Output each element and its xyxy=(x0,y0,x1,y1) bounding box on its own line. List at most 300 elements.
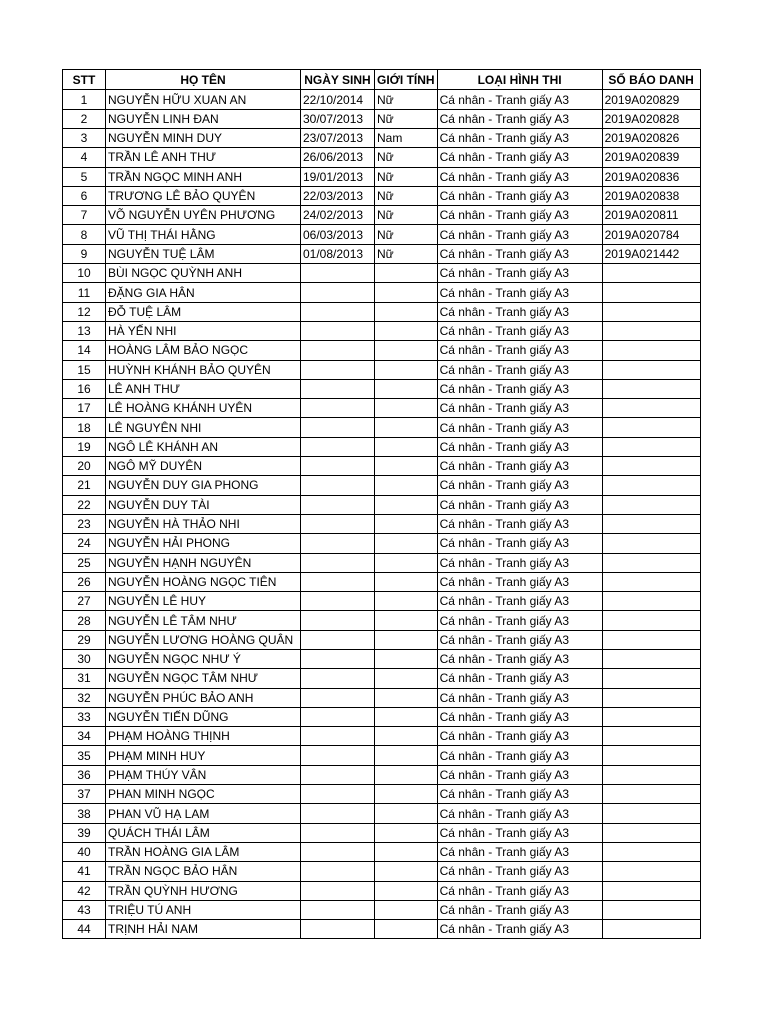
cell-name: NGÔ MỸ DUYÊN xyxy=(106,457,301,476)
cell-dob xyxy=(301,727,375,746)
cell-type: Cá nhân - Tranh giấy A3 xyxy=(437,707,602,726)
cell-candidate-number: 2019A020829 xyxy=(602,90,700,109)
cell-name: NGÔ LÊ KHÁNH AN xyxy=(106,437,301,456)
cell-candidate-number: 2019A020811 xyxy=(602,206,700,225)
cell-name: ĐỖ TUỆ LÂM xyxy=(106,302,301,321)
cell-gender: Nữ xyxy=(375,186,438,205)
cell-name: LÊ HOÀNG KHÁNH UYÊN xyxy=(106,399,301,418)
cell-dob: 23/07/2013 xyxy=(301,128,375,147)
table-row xyxy=(63,823,701,842)
table-row xyxy=(63,669,701,688)
cell-stt: 41 xyxy=(63,862,106,881)
cell-stt: 43 xyxy=(63,900,106,919)
cell-type: Cá nhân - Tranh giấy A3 xyxy=(437,727,602,746)
cell-stt: 31 xyxy=(63,669,106,688)
cell-candidate-number xyxy=(602,321,700,340)
cell-name: NGUYỄN HẠNH NGUYÊN xyxy=(106,553,301,572)
cell-name: VÕ NGUYỄN UYÊN PHƯƠNG xyxy=(106,206,301,225)
cell-candidate-number xyxy=(602,804,700,823)
cell-stt: 44 xyxy=(63,920,106,939)
cell-stt: 6 xyxy=(63,186,106,205)
table-row xyxy=(63,360,701,379)
table-row xyxy=(63,630,701,649)
cell-name: NGUYỄN NGỌC TÂM NHƯ xyxy=(106,669,301,688)
table-row xyxy=(63,148,701,167)
cell-name: NGUYỄN LƯƠNG HOÀNG QUÂN xyxy=(106,630,301,649)
cell-type: Cá nhân - Tranh giấy A3 xyxy=(437,186,602,205)
cell-gender xyxy=(375,823,438,842)
cell-candidate-number xyxy=(602,592,700,611)
table-row xyxy=(63,611,701,630)
cell-name: LÊ NGUYÊN NHI xyxy=(106,418,301,437)
cell-name: NGUYỄN HẢI PHONG xyxy=(106,534,301,553)
table-row xyxy=(63,862,701,881)
table-row xyxy=(63,264,701,283)
cell-stt: 8 xyxy=(63,225,106,244)
cell-candidate-number: 2019A020836 xyxy=(602,167,700,186)
cell-gender xyxy=(375,881,438,900)
cell-candidate-number xyxy=(602,650,700,669)
cell-gender xyxy=(375,804,438,823)
cell-dob: 01/08/2013 xyxy=(301,244,375,263)
cell-name: TRẦN LÊ ANH THƯ xyxy=(106,148,301,167)
cell-name: NGUYỄN NGỌC NHƯ Ý xyxy=(106,650,301,669)
cell-candidate-number: 2019A020826 xyxy=(602,128,700,147)
cell-candidate-number xyxy=(602,669,700,688)
cell-type: Cá nhân - Tranh giấy A3 xyxy=(437,167,602,186)
cell-candidate-number xyxy=(602,495,700,514)
cell-gender xyxy=(375,592,438,611)
cell-dob xyxy=(301,650,375,669)
cell-type: Cá nhân - Tranh giấy A3 xyxy=(437,514,602,533)
cell-dob xyxy=(301,592,375,611)
cell-candidate-number xyxy=(602,823,700,842)
cell-dob xyxy=(301,534,375,553)
cell-name: TRIỆU TÚ ANH xyxy=(106,900,301,919)
cell-dob xyxy=(301,283,375,302)
cell-stt: 7 xyxy=(63,206,106,225)
cell-type: Cá nhân - Tranh giấy A3 xyxy=(437,109,602,128)
table-row xyxy=(63,572,701,591)
cell-gender xyxy=(375,862,438,881)
cell-gender xyxy=(375,572,438,591)
cell-dob xyxy=(301,360,375,379)
cell-name: NGUYỄN TIẾN DŨNG xyxy=(106,707,301,726)
cell-gender xyxy=(375,476,438,495)
cell-stt: 22 xyxy=(63,495,106,514)
cell-name: QUÁCH THÁI LÂM xyxy=(106,823,301,842)
table-row xyxy=(63,553,701,572)
cell-type: Cá nhân - Tranh giấy A3 xyxy=(437,572,602,591)
cell-stt: 18 xyxy=(63,418,106,437)
cell-stt: 16 xyxy=(63,379,106,398)
cell-dob xyxy=(301,804,375,823)
cell-dob xyxy=(301,842,375,861)
cell-name: NGUYỄN LÊ HUY xyxy=(106,592,301,611)
cell-gender xyxy=(375,321,438,340)
cell-dob xyxy=(301,341,375,360)
cell-stt: 11 xyxy=(63,283,106,302)
cell-type: Cá nhân - Tranh giấy A3 xyxy=(437,900,602,919)
cell-gender xyxy=(375,900,438,919)
cell-type: Cá nhân - Tranh giấy A3 xyxy=(437,321,602,340)
cell-gender: Nữ xyxy=(375,244,438,263)
cell-candidate-number xyxy=(602,727,700,746)
header-name: HỌ TÊN xyxy=(106,70,301,90)
cell-stt: 35 xyxy=(63,746,106,765)
table-row xyxy=(63,457,701,476)
cell-candidate-number xyxy=(602,341,700,360)
cell-candidate-number xyxy=(602,881,700,900)
cell-type: Cá nhân - Tranh giấy A3 xyxy=(437,592,602,611)
cell-name: TRỊNH HẢI NAM xyxy=(106,920,301,939)
cell-stt: 38 xyxy=(63,804,106,823)
cell-name: NGUYỄN DUY GIA PHONG xyxy=(106,476,301,495)
cell-type: Cá nhân - Tranh giấy A3 xyxy=(437,534,602,553)
cell-stt: 5 xyxy=(63,167,106,186)
cell-name: NGUYỄN DUY TÀI xyxy=(106,495,301,514)
cell-stt: 4 xyxy=(63,148,106,167)
cell-type: Cá nhân - Tranh giấy A3 xyxy=(437,611,602,630)
cell-stt: 3 xyxy=(63,128,106,147)
cell-stt: 17 xyxy=(63,399,106,418)
cell-dob: 24/02/2013 xyxy=(301,206,375,225)
student-table xyxy=(62,69,701,939)
cell-candidate-number xyxy=(602,920,700,939)
cell-candidate-number: 2019A020838 xyxy=(602,186,700,205)
cell-name: HOÀNG LÂM BẢO NGỌC xyxy=(106,341,301,360)
cell-stt: 28 xyxy=(63,611,106,630)
cell-stt: 26 xyxy=(63,572,106,591)
cell-dob: 06/03/2013 xyxy=(301,225,375,244)
table-row xyxy=(63,920,701,939)
cell-stt: 34 xyxy=(63,727,106,746)
cell-type: Cá nhân - Tranh giấy A3 xyxy=(437,785,602,804)
cell-dob xyxy=(301,302,375,321)
cell-candidate-number xyxy=(602,283,700,302)
cell-candidate-number xyxy=(602,842,700,861)
cell-type: Cá nhân - Tranh giấy A3 xyxy=(437,379,602,398)
cell-type: Cá nhân - Tranh giấy A3 xyxy=(437,225,602,244)
table-row xyxy=(63,746,701,765)
cell-type: Cá nhân - Tranh giấy A3 xyxy=(437,804,602,823)
cell-dob xyxy=(301,669,375,688)
cell-dob xyxy=(301,264,375,283)
cell-candidate-number xyxy=(602,514,700,533)
table-row xyxy=(63,881,701,900)
cell-gender: Nam xyxy=(375,128,438,147)
table-row xyxy=(63,650,701,669)
cell-candidate-number xyxy=(602,302,700,321)
cell-gender xyxy=(375,379,438,398)
cell-stt: 37 xyxy=(63,785,106,804)
cell-candidate-number xyxy=(602,765,700,784)
cell-candidate-number xyxy=(602,457,700,476)
cell-gender xyxy=(375,611,438,630)
cell-name: NGUYỄN HOÀNG NGỌC TIÊN xyxy=(106,572,301,591)
table-row xyxy=(63,341,701,360)
header-stt: STT xyxy=(63,70,106,90)
cell-gender xyxy=(375,688,438,707)
cell-dob xyxy=(301,572,375,591)
cell-type: Cá nhân - Tranh giấy A3 xyxy=(437,688,602,707)
cell-dob: 22/10/2014 xyxy=(301,90,375,109)
cell-dob xyxy=(301,418,375,437)
cell-dob xyxy=(301,476,375,495)
cell-name: NGUYỄN LINH ĐAN xyxy=(106,109,301,128)
cell-name: NGUYỄN PHÚC BẢO ANH xyxy=(106,688,301,707)
cell-candidate-number xyxy=(602,553,700,572)
cell-candidate-number xyxy=(602,418,700,437)
cell-dob xyxy=(301,881,375,900)
cell-gender: Nữ xyxy=(375,90,438,109)
cell-gender xyxy=(375,514,438,533)
cell-candidate-number xyxy=(602,399,700,418)
cell-stt: 27 xyxy=(63,592,106,611)
cell-type: Cá nhân - Tranh giấy A3 xyxy=(437,862,602,881)
cell-dob: 22/03/2013 xyxy=(301,186,375,205)
cell-type: Cá nhân - Tranh giấy A3 xyxy=(437,283,602,302)
cell-type: Cá nhân - Tranh giấy A3 xyxy=(437,746,602,765)
table-row xyxy=(63,206,701,225)
cell-stt: 42 xyxy=(63,881,106,900)
cell-type: Cá nhân - Tranh giấy A3 xyxy=(437,823,602,842)
table-row xyxy=(63,379,701,398)
cell-candidate-number xyxy=(602,534,700,553)
cell-name: VŨ THỊ THÁI HẰNG xyxy=(106,225,301,244)
cell-candidate-number xyxy=(602,360,700,379)
cell-candidate-number xyxy=(602,437,700,456)
cell-name: PHAN VŨ HẠ LAM xyxy=(106,804,301,823)
cell-stt: 2 xyxy=(63,109,106,128)
cell-dob: 26/06/2013 xyxy=(301,148,375,167)
cell-gender xyxy=(375,669,438,688)
cell-type: Cá nhân - Tranh giấy A3 xyxy=(437,264,602,283)
table-row xyxy=(63,225,701,244)
cell-candidate-number xyxy=(602,900,700,919)
cell-dob xyxy=(301,457,375,476)
table-row xyxy=(63,244,701,263)
cell-name: PHẠM HOÀNG THỊNH xyxy=(106,727,301,746)
cell-candidate-number xyxy=(602,862,700,881)
cell-type: Cá nhân - Tranh giấy A3 xyxy=(437,418,602,437)
cell-gender xyxy=(375,630,438,649)
cell-stt: 1 xyxy=(63,90,106,109)
cell-type: Cá nhân - Tranh giấy A3 xyxy=(437,244,602,263)
cell-name: BÙI NGỌC QUỲNH ANH xyxy=(106,264,301,283)
cell-dob xyxy=(301,379,375,398)
cell-dob xyxy=(301,630,375,649)
cell-candidate-number xyxy=(602,785,700,804)
cell-name: TRƯƠNG LÊ BẢO QUYÊN xyxy=(106,186,301,205)
cell-gender: Nữ xyxy=(375,109,438,128)
cell-type: Cá nhân - Tranh giấy A3 xyxy=(437,148,602,167)
cell-name: PHẠM THÚY VÂN xyxy=(106,765,301,784)
table-row xyxy=(63,109,701,128)
cell-dob xyxy=(301,900,375,919)
cell-candidate-number xyxy=(602,611,700,630)
table-row xyxy=(63,167,701,186)
cell-candidate-number xyxy=(602,707,700,726)
table-row xyxy=(63,727,701,746)
cell-candidate-number xyxy=(602,476,700,495)
cell-gender xyxy=(375,650,438,669)
cell-dob xyxy=(301,862,375,881)
cell-type: Cá nhân - Tranh giấy A3 xyxy=(437,206,602,225)
cell-dob xyxy=(301,437,375,456)
header-gender: GIỚI TÍNH xyxy=(375,70,438,90)
cell-gender xyxy=(375,360,438,379)
cell-dob xyxy=(301,823,375,842)
cell-type: Cá nhân - Tranh giấy A3 xyxy=(437,457,602,476)
table-row xyxy=(63,90,701,109)
table-row xyxy=(63,128,701,147)
cell-gender xyxy=(375,727,438,746)
cell-type: Cá nhân - Tranh giấy A3 xyxy=(437,765,602,784)
table-row xyxy=(63,476,701,495)
table-row xyxy=(63,399,701,418)
cell-type: Cá nhân - Tranh giấy A3 xyxy=(437,360,602,379)
cell-gender xyxy=(375,495,438,514)
cell-type: Cá nhân - Tranh giấy A3 xyxy=(437,341,602,360)
table-row xyxy=(63,186,701,205)
cell-dob xyxy=(301,688,375,707)
cell-stt: 12 xyxy=(63,302,106,321)
cell-stt: 30 xyxy=(63,650,106,669)
cell-name: NGUYỄN TUỆ LÂM xyxy=(106,244,301,263)
cell-type: Cá nhân - Tranh giấy A3 xyxy=(437,881,602,900)
table-row xyxy=(63,765,701,784)
table-row xyxy=(63,514,701,533)
cell-stt: 21 xyxy=(63,476,106,495)
cell-gender xyxy=(375,283,438,302)
cell-dob xyxy=(301,746,375,765)
cell-gender xyxy=(375,785,438,804)
cell-dob xyxy=(301,707,375,726)
cell-type: Cá nhân - Tranh giấy A3 xyxy=(437,302,602,321)
cell-dob: 19/01/2013 xyxy=(301,167,375,186)
cell-gender xyxy=(375,302,438,321)
cell-dob xyxy=(301,495,375,514)
cell-name: TRẦN NGỌC MINH ANH xyxy=(106,167,301,186)
cell-type: Cá nhân - Tranh giấy A3 xyxy=(437,669,602,688)
cell-type: Cá nhân - Tranh giấy A3 xyxy=(437,437,602,456)
cell-stt: 14 xyxy=(63,341,106,360)
table-row xyxy=(63,842,701,861)
cell-stt: 39 xyxy=(63,823,106,842)
cell-gender xyxy=(375,457,438,476)
header-type: LOẠI HÌNH THI xyxy=(437,70,602,90)
cell-name: NGUYỄN MINH DUY xyxy=(106,128,301,147)
cell-candidate-number xyxy=(602,630,700,649)
cell-stt: 10 xyxy=(63,264,106,283)
cell-candidate-number: 2019A021442 xyxy=(602,244,700,263)
cell-gender xyxy=(375,842,438,861)
cell-name: HÀ YẾN NHI xyxy=(106,321,301,340)
table-row xyxy=(63,437,701,456)
table-row xyxy=(63,321,701,340)
cell-stt: 25 xyxy=(63,553,106,572)
table-row xyxy=(63,418,701,437)
cell-dob xyxy=(301,611,375,630)
cell-gender xyxy=(375,707,438,726)
cell-name: LÊ ANH THƯ xyxy=(106,379,301,398)
cell-dob xyxy=(301,553,375,572)
cell-name: PHAN MINH NGỌC xyxy=(106,785,301,804)
cell-stt: 19 xyxy=(63,437,106,456)
cell-name: HUỲNH KHÁNH BẢO QUYÊN xyxy=(106,360,301,379)
cell-type: Cá nhân - Tranh giấy A3 xyxy=(437,399,602,418)
cell-stt: 9 xyxy=(63,244,106,263)
cell-gender xyxy=(375,418,438,437)
cell-gender: Nữ xyxy=(375,225,438,244)
cell-type: Cá nhân - Tranh giấy A3 xyxy=(437,630,602,649)
cell-stt: 32 xyxy=(63,688,106,707)
cell-stt: 13 xyxy=(63,321,106,340)
cell-type: Cá nhân - Tranh giấy A3 xyxy=(437,842,602,861)
cell-type: Cá nhân - Tranh giấy A3 xyxy=(437,90,602,109)
cell-name: TRẦN QUỲNH HƯƠNG xyxy=(106,881,301,900)
cell-candidate-number xyxy=(602,746,700,765)
cell-stt: 15 xyxy=(63,360,106,379)
cell-gender: Nữ xyxy=(375,148,438,167)
cell-candidate-number xyxy=(602,379,700,398)
cell-stt: 29 xyxy=(63,630,106,649)
cell-type: Cá nhân - Tranh giấy A3 xyxy=(437,476,602,495)
cell-candidate-number xyxy=(602,264,700,283)
cell-gender xyxy=(375,765,438,784)
cell-name: PHẠM MINH HUY xyxy=(106,746,301,765)
table-row xyxy=(63,283,701,302)
cell-gender xyxy=(375,746,438,765)
cell-gender xyxy=(375,341,438,360)
cell-dob xyxy=(301,785,375,804)
cell-gender xyxy=(375,553,438,572)
cell-dob xyxy=(301,920,375,939)
cell-candidate-number: 2019A020839 xyxy=(602,148,700,167)
table-row xyxy=(63,592,701,611)
cell-type: Cá nhân - Tranh giấy A3 xyxy=(437,650,602,669)
cell-gender xyxy=(375,264,438,283)
cell-stt: 36 xyxy=(63,765,106,784)
cell-type: Cá nhân - Tranh giấy A3 xyxy=(437,128,602,147)
cell-dob xyxy=(301,321,375,340)
table-row xyxy=(63,302,701,321)
cell-candidate-number: 2019A020784 xyxy=(602,225,700,244)
table-row xyxy=(63,707,701,726)
cell-name: NGUYỄN LÊ TÂM NHƯ xyxy=(106,611,301,630)
cell-candidate-number xyxy=(602,572,700,591)
header-dob: NGÀY SINH xyxy=(301,70,375,90)
cell-name: TRẦN NGỌC BẢO HÂN xyxy=(106,862,301,881)
cell-type: Cá nhân - Tranh giấy A3 xyxy=(437,495,602,514)
cell-name: NGUYỄN HÀ THẢO NHI xyxy=(106,514,301,533)
cell-candidate-number xyxy=(602,688,700,707)
cell-gender xyxy=(375,437,438,456)
table-row xyxy=(63,804,701,823)
cell-candidate-number: 2019A020828 xyxy=(602,109,700,128)
header-candidate-number: SỐ BÁO DANH xyxy=(602,70,700,90)
cell-stt: 33 xyxy=(63,707,106,726)
table-row xyxy=(63,900,701,919)
cell-name: ĐẶNG GIA HÂN xyxy=(106,283,301,302)
cell-stt: 23 xyxy=(63,514,106,533)
header-row xyxy=(63,70,701,90)
cell-gender: Nữ xyxy=(375,167,438,186)
table-row xyxy=(63,495,701,514)
table-row xyxy=(63,785,701,804)
cell-dob xyxy=(301,765,375,784)
